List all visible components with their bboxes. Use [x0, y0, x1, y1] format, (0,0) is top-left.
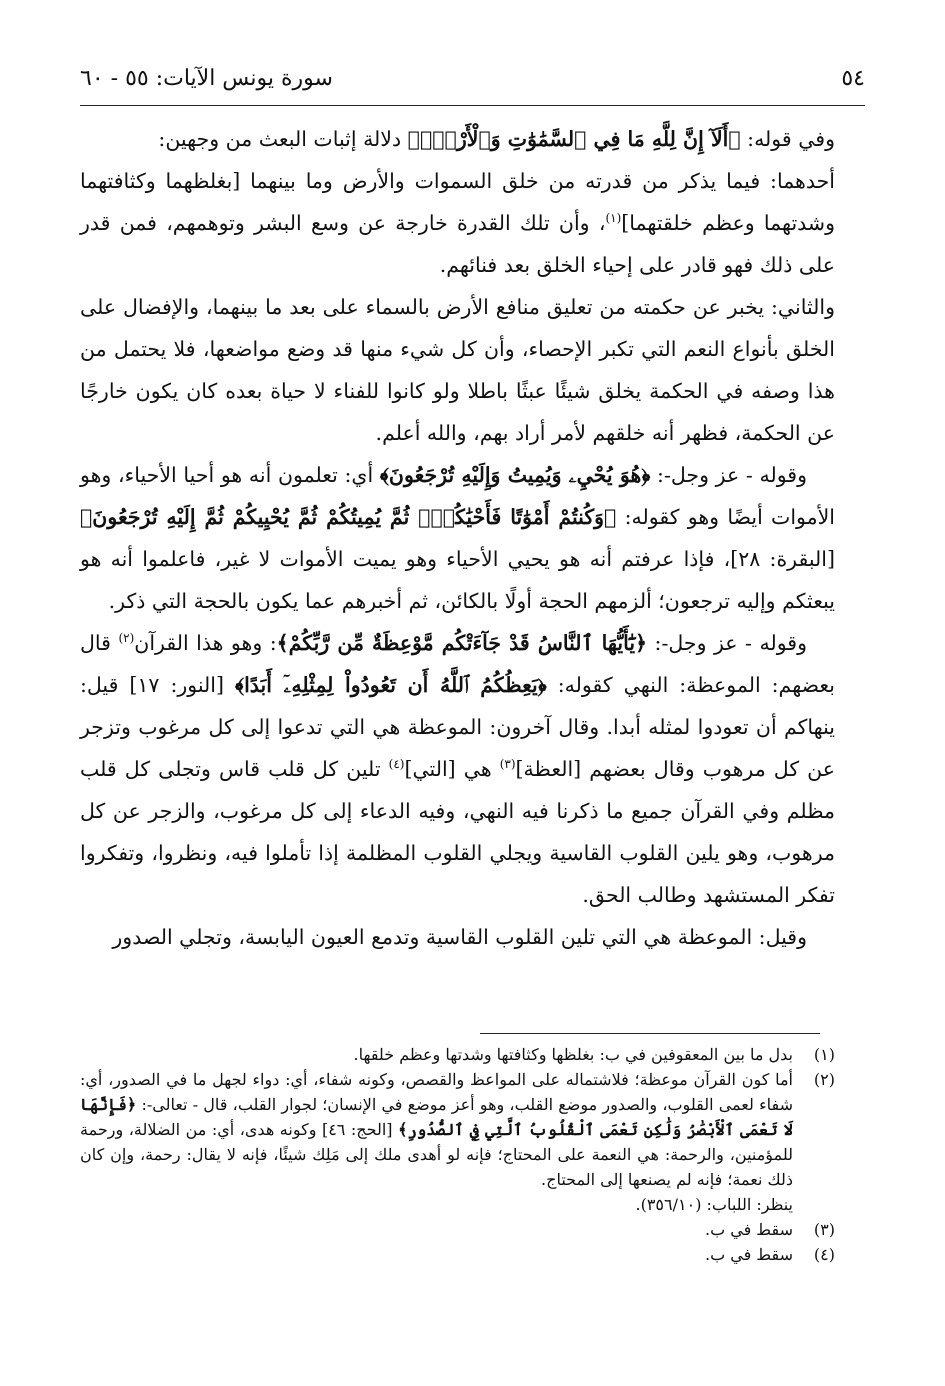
quran-verse: ﴿يَٰٓأَيُّهَا ٱلنَّاسُ قَدْ جَآءَتْكُم مَّوْعِظَةٌ مِّن رَّبِّكُمْ﴾	[276, 631, 648, 655]
paragraph-6: وقيل: الموعظة هي التي تلين القلوب القاسية وتدمع العيون اليابسة، وتجلي الصدور	[112, 925, 807, 949]
text-run: : وهو هذا القرآن	[134, 631, 277, 655]
footnote-number: (٢)	[813, 1070, 835, 1089]
footnote-text: سقط في ب.	[705, 1220, 793, 1239]
footnote-number: (٣)	[813, 1220, 835, 1239]
footnotes	[80, 1042, 835, 1267]
footnote-ref: (٤)	[388, 757, 405, 772]
footnote-divider	[480, 1033, 820, 1034]
footnote-text: بدل ما بين المعقوفين في ب: بغلظها وكثافتها وشدتها وعظم خلقها.	[353, 1045, 793, 1064]
main-text	[80, 118, 835, 958]
running-title: سورة يونس الآيات: ٥٥ - ٦٠	[80, 65, 333, 91]
text-run: دلالة إثبات البعث من وجهين:	[158, 127, 408, 151]
text-run: [النور: ١٧] قيل: ينهاكم أن تعودوا لمثله أبدا. وقال آخرون: الموعظة هي التي تدعوا إلى كل مرغوب وتزجر عن كل مرهوب وقال بعضهم [العظة]	[80, 673, 835, 781]
text-run: هي [التي]	[404, 757, 500, 781]
footnote-number: (١)	[813, 1045, 835, 1064]
text-run: [الحج: ٤٦] وكونه هدى، أي: من الضلالة، ورحمة للمؤمنين، والرحمة: هي النعمة على المحتاج؛ فإنه لو أهدى ملك إلى مَلِك شيئًا، فإنه لا يقال: رحمة، وإن كان ذلك نعمة؛ فإنه لم يصنعها إلى المحتاج.	[80, 1120, 793, 1189]
paragraph-5	[80, 622, 835, 916]
quran-verse: ﴿وَكُنتُمْ أَمْوَٰتًا فَأَحْيَٰكُمْۖ ثُمَّ يُمِيتُكُمْ ثُمَّ يُحْيِيكُمْ ثُمَّ إِلَيْهِ تُرْجَعُونَ﴾	[80, 505, 617, 529]
footnote-number: (٤)	[813, 1245, 835, 1264]
footnote-ref: (١)	[605, 211, 622, 226]
text-run: وقوله - عز وجل-:	[647, 631, 807, 655]
paragraph-2	[80, 160, 835, 286]
footnote	[80, 1067, 835, 1217]
footnote	[80, 1242, 835, 1267]
footnote-reference: ينظر: اللباب: (٣٥٦/١٠).	[635, 1195, 793, 1214]
quran-verse: ﴿أَلَآ إِنَّ لِلَّهِ مَا فِي ٱلسَّمَٰوَٰتِ وَٱلْأَرْضِۗ﴾	[407, 127, 741, 151]
footnote-ref: (٢)	[118, 631, 135, 646]
text-run: أما كون القرآن موعظة؛ فلاشتماله على المواعظ والقصص، وكونه شفاء، أي: دواء لجهل ما في الصدور، أي: شفاء لعمى القلوب، والصدور موضع القلب، وهو أعز موضع في الإنسان؛ لجوار القلب، قال - تعالى-:	[80, 1070, 793, 1114]
footnote	[80, 1217, 835, 1242]
paragraph-1	[80, 118, 835, 160]
footnote-ref: (٣)	[499, 757, 516, 772]
paragraph-4	[80, 454, 835, 622]
footnote-text	[80, 1067, 793, 1217]
quran-verse: ﴿هُوَ يُحْيِۦ وَيُمِيتُ وَإِلَيْهِ تُرْجَعُونَ﴾	[379, 463, 651, 487]
footnote	[80, 1042, 835, 1067]
text-run: تلين كل قلب قاس وتجلى كل قلب مظلم وفي القرآن جميع ما ذكرنا فيه النهي، وفيه الدعاء إلى كل مرغوب، والزجر عن كل مرهوب، وهو يلين القلوب القاسية ويجلي القلوب المظلمة إذا تأملوا فيه، ونظروا، وتفكروا تفكر المستشهد وطالب الحق.	[80, 757, 835, 907]
quran-verse: ﴿فَإِنَّهَا لَا تَعْمَى ٱلْأَبْصَٰرُ وَلَٰكِن تَعْمَى ٱلْقُلُوبُ ٱلَّتِي فِي ٱلصُّدُورِ﴾	[80, 1095, 794, 1139]
quran-verse: ﴿يَعِظُكُمُ ٱللَّهُ أَن تَعُودُواْ لِمِثْلِهِۦٓ أَبَدًا﴾	[235, 673, 547, 697]
page-header	[80, 58, 865, 98]
text-run: وقوله - عز وجل-:	[650, 463, 807, 487]
text-run: قال بعضهم: الموعظة: النهي كقوله:	[80, 631, 836, 697]
footnote-text: سقط في ب.	[705, 1245, 793, 1264]
page-number: ٥٤	[841, 65, 865, 91]
text-run: أحدهما: فيما يذكر من قدرته من خلق السموات والأرض وما بينهما [بغلظهما وكثافتهما وشدتهما وعظم خلقتهما]	[80, 169, 835, 235]
text-run: أي: تعلمون أنه هو أحيا الأحياء، وهو الأموات أيضًا وهو كقوله:	[80, 463, 836, 529]
header-rule	[80, 105, 865, 106]
paragraph-3: والثاني: يخبر عن حكمته من تعليق منافع الأرض بالسماء على بعد ما بينهما، والإفضال على الخلق بأنواع النعم التي تكبر الإحصاء، وأن كل شيء منها قد وضع مواضعها، فلا يحتمل من هذا وصفه في الحكمة يخلق شيئًا عبثًا باطلا ولو كانوا للفناء لا حياة بعده كان يكون خارجًا عن الحكمة، فظهر أنه خلقهم لأمر أراد بهم، والله أعلم.	[80, 295, 835, 445]
text-run: [البقرة: ٢٨]، فإذا عرفتم أنه هو يحيي الأحياء وهو يميت الأموات لا غير، فاعلموا أنه هو يبعثكم وإليه ترجعون؛ ألزمهم الحجة أولًا بالكائن، ثم أخبرهم عما يكون بالحجة التي ذكر.	[80, 547, 835, 613]
text-run: وفي قوله:	[740, 127, 835, 151]
text-run: ، وأن تلك القدرة خارجة عن وسع البشر وتوهمهم، فمن قدر على ذلك فهو قادر على إحياء الخلق بعد فنائهم.	[80, 211, 835, 277]
